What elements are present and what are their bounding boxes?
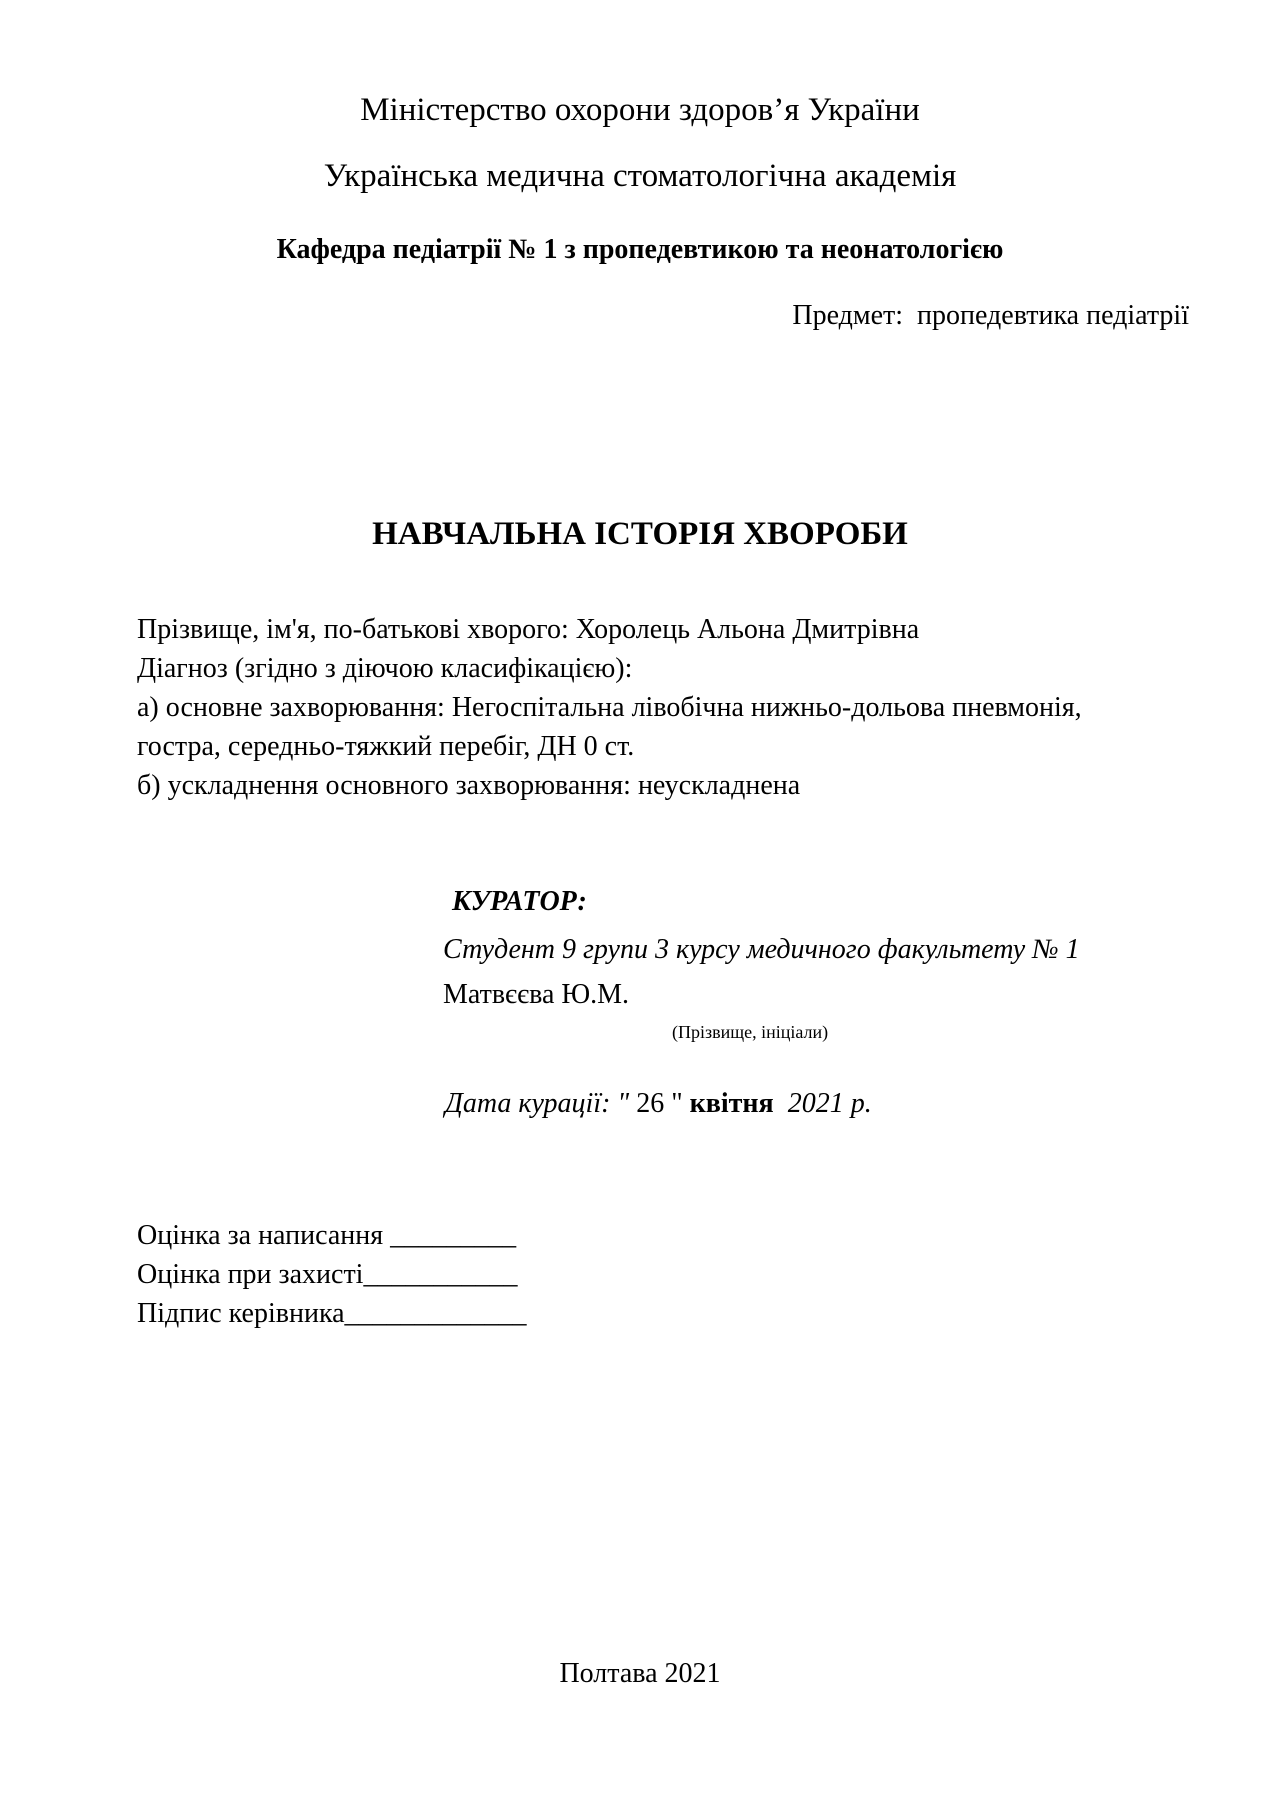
patient-info xyxy=(137,610,1177,805)
diagnosis-heading: Діагноз (згідно з діючою класифікацією): xyxy=(137,653,633,684)
subject-label: Предмет: xyxy=(792,300,904,331)
subject-line xyxy=(792,300,1189,332)
date-quote-close: " xyxy=(671,1088,683,1119)
curation-date-line xyxy=(445,1088,872,1120)
date-month: квітня xyxy=(689,1088,774,1119)
main-disease-line-2: гостра, середньо-тяжкий перебіг, ДН 0 ст. xyxy=(137,731,635,762)
academy-heading: Українська медична стоматологічна академія xyxy=(323,158,957,194)
department-heading: Кафедра педіатрії № 1 з пропедевтикою та неонатологією xyxy=(276,234,1004,265)
subject-value: пропедевтика педіатрії xyxy=(917,300,1189,331)
date-year: 2021 р. xyxy=(787,1088,872,1119)
complication-line: б) ускладнення основного захворювання: неускладнена xyxy=(137,770,801,801)
date-label: Дата курації: xyxy=(445,1088,611,1119)
footer-city-year: Полтава 2021 xyxy=(559,1658,721,1689)
date-quote-open: " xyxy=(617,1088,630,1119)
curator-heading: КУРАТОР: xyxy=(452,886,587,917)
grade-defense-line: Оцінка при захисті___________ xyxy=(137,1259,518,1290)
grades-block xyxy=(137,1216,527,1333)
ministry-heading: Міністерство охорони здоров’я України xyxy=(360,92,920,128)
document-title: НАВЧАЛЬНА ІСТОРІЯ ХВОРОБИ xyxy=(372,516,908,552)
grade-writing-line: Оцінка за написання _________ xyxy=(137,1220,517,1251)
date-day: 26 xyxy=(636,1088,665,1119)
curator-student-line: Студент 9 групи 3 курсу медичного факультету № 1 xyxy=(443,934,1080,965)
curator-name-caption: (Прізвище, ініціали) xyxy=(672,1022,829,1042)
supervisor-signature-line: Підпис керівника_____________ xyxy=(137,1298,527,1329)
patient-name-line: Прізвище, ім'я, по-батькові хворого: Хоролець Альона Дмитрівна xyxy=(137,614,920,645)
main-disease-line-1: а) основне захворювання: Негоспітальна лівобічна нижньо-дольова пневмонія, xyxy=(137,692,1082,723)
curator-name: Матвєєва Ю.М. xyxy=(443,979,630,1010)
